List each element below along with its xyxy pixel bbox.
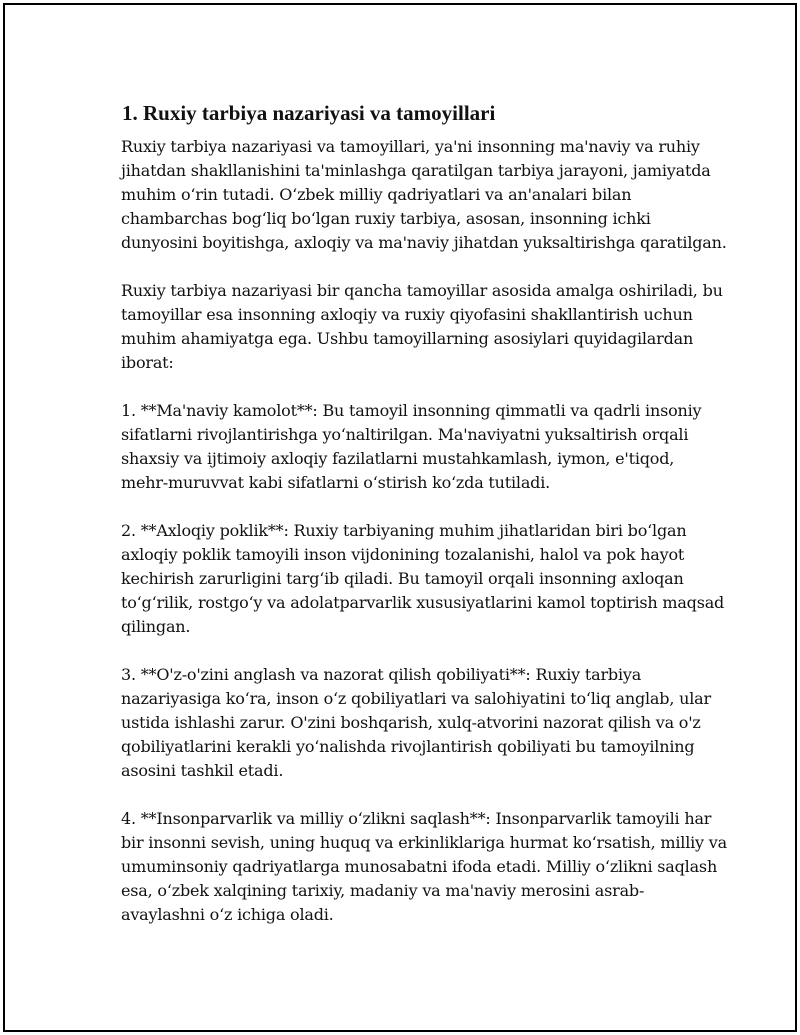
text-line: dunyosini boyitishga, axloqiy va ma'naviy jihatdan yuksaltirishga qaratilgan. xyxy=(121,233,727,252)
paragraph-principles-intro xyxy=(121,279,723,375)
paragraph-principle-1 xyxy=(121,399,701,495)
text-line: chambarchas bogʻliq boʻlgan ruxiy tarbiya, asosan, insonning ichki xyxy=(121,209,651,228)
text-line: mehr-muruvvat kabi sifatlarni oʻstirish koʻzda tutiladi. xyxy=(121,473,551,492)
text-line: Ruxiy tarbiya nazariyasi va tamoyillari, ya'ni insonning ma'naviy va ruhiy xyxy=(121,137,700,156)
text-line: 4. **Insonparvarlik va milliy oʻzlikni saqlash**: Insonparvarlik tamoyili har xyxy=(121,809,712,828)
text-line: 3. **O'z-o'zini anglash va nazorat qilish qobiliyati**: Ruxiy tarbiya xyxy=(121,665,642,684)
text-line: bir insonni sevish, uning huquq va erkinliklariga hurmat koʻrsatish, milliy va xyxy=(121,833,727,852)
paragraph-intro xyxy=(121,135,727,255)
text-line: qilingan. xyxy=(121,617,191,636)
text-line: 2. **Axloqiy poklik**: Ruxiy tarbiyaning muhim jihatlaridan biri boʻlgan xyxy=(121,521,687,540)
text-line: asosini tashkil etadi. xyxy=(121,761,284,780)
text-line: kechirish zarurligini targʻib qiladi. Bu tamoyil orqali insonning axloqan xyxy=(121,569,684,588)
text-line: ustida ishlashi zarur. O'zini boshqarish, xulq-atvorini nazorat qilish va o'z xyxy=(121,713,701,732)
text-line: axloqiy poklik tamoyili inson vijdonining tozalanishi, halol va pok hayot xyxy=(121,545,685,564)
paragraph-principle-3 xyxy=(121,663,711,783)
text-line: esa, oʻzbek xalqining tarixiy, madaniy va ma'naviy merosini asrab- xyxy=(121,881,645,900)
text-line: iborat: xyxy=(121,353,174,372)
text-line: muhim oʻrin tutadi. Oʻzbek milliy qadriyatlari va an'analari bilan xyxy=(121,185,632,204)
text-line: toʻgʻrilik, rostgoʻy va adolatparvarlik xususiyatlarini kamol toptirish maqsad xyxy=(121,593,725,612)
text-line: sifatlarni rivojlantirishga yoʻnaltirilgan. Ma'naviyatni yuksaltirish orqali xyxy=(121,425,689,444)
paragraph-principle-2 xyxy=(121,519,725,639)
document-page xyxy=(3,3,797,1032)
text-line: qobiliyatlarini kerakli yoʻnalishda rivojlantirish qobiliyati bu tamoyilning xyxy=(121,737,695,756)
section-title: 1. Ruxiy tarbiya nazariyasi va tamoyillari xyxy=(122,101,496,125)
text-line: Ruxiy tarbiya nazariyasi bir qancha tamoyillar asosida amalga oshiriladi, bu xyxy=(121,281,723,300)
paragraph-principle-4 xyxy=(121,807,727,927)
text-line: muhim ahamiyatga ega. Ushbu tamoyillarning asosiylari quyidagilardan xyxy=(121,329,694,348)
text-line: avaylashni oʻz ichiga oladi. xyxy=(121,905,334,924)
text-line: jihatdan shakllanishini ta'minlashga qaratilgan tarbiya jarayoni, jamiyatda xyxy=(121,161,711,180)
text-line: 1. **Ma'naviy kamolot**: Bu tamoyil insonning qimmatli va qadrli insoniy xyxy=(121,401,702,420)
text-line: shaxsiy va ijtimoiy axloqiy fazilatlarni mustahkamlash, iymon, e'tiqod, xyxy=(121,449,675,468)
text-line: tamoyillar esa insonning axloqiy va ruxiy qiyofasini shakllantirish uchun xyxy=(121,305,693,324)
text-line: nazariyasiga koʻra, inson oʻz qobiliyatlari va salohiyatini toʻliq anglab, ular xyxy=(121,689,711,708)
text-line: umuminsoniy qadriyatlarga munosabatni ifoda etadi. Milliy oʻzlikni saqlash xyxy=(121,857,718,876)
document-body xyxy=(121,100,727,951)
